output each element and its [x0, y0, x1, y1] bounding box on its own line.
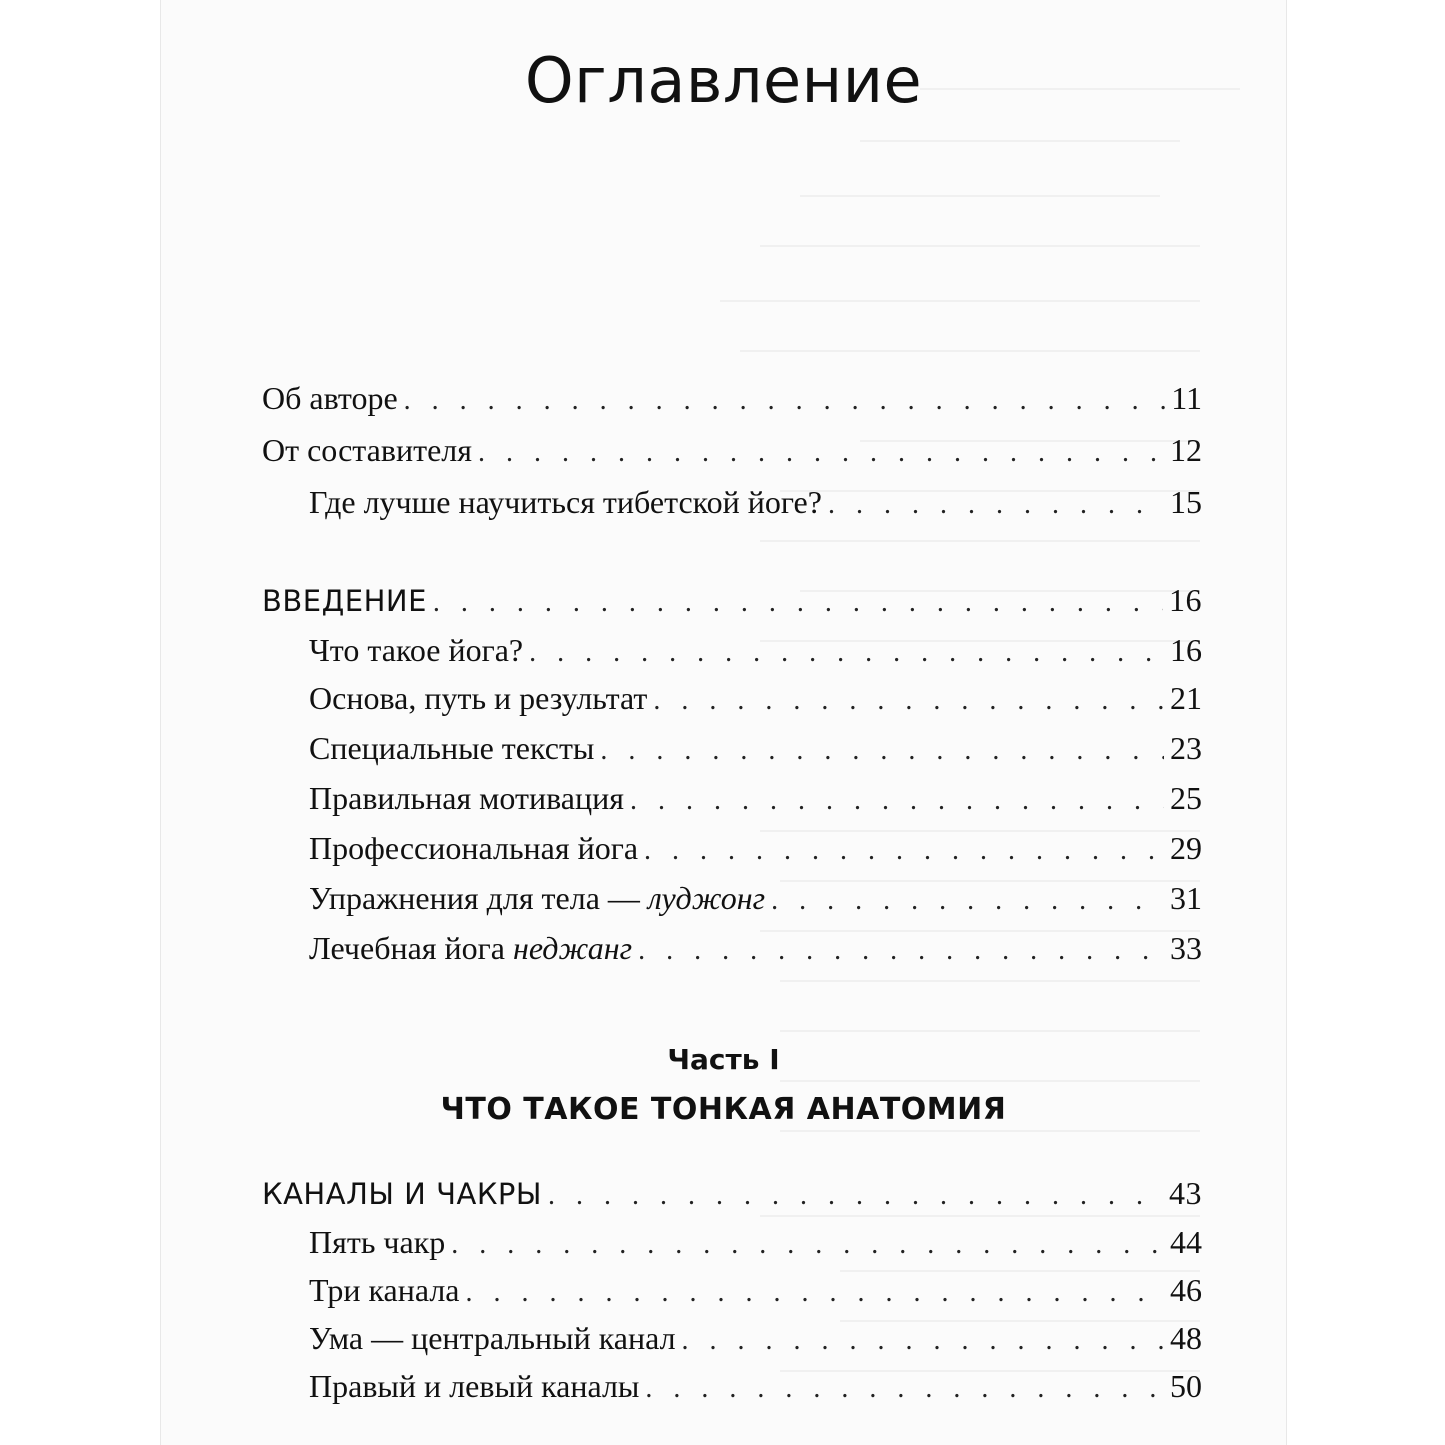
toc-page-number: 11 [1171, 380, 1202, 416]
toc-entry-label: Основа, путь и результат [309, 680, 648, 716]
toc-page-number: 33 [1170, 930, 1202, 966]
toc-entry-label [309, 930, 632, 967]
toc-entry-label: КАНАЛЫ И ЧАКРЫ [262, 1177, 542, 1211]
toc-entry-label-text: Лечебная йога [309, 930, 513, 966]
toc-entry[interactable] [262, 484, 1202, 530]
toc-entry[interactable] [262, 780, 1202, 826]
toc-entry[interactable] [262, 880, 1202, 926]
toc-page-number: 50 [1170, 1368, 1202, 1404]
toc-page-number: 16 [1169, 582, 1202, 618]
toc-entry-label: Три канала [309, 1272, 460, 1308]
leader-dots [645, 1373, 1164, 1405]
toc-section-heading[interactable] [262, 582, 1202, 628]
toc-page-number: 25 [1170, 780, 1202, 816]
toc-entry-label: От составителя [262, 432, 472, 468]
toc-entry[interactable] [262, 432, 1202, 478]
toc-entry-label: Ума — центральный канал [309, 1320, 676, 1356]
toc-entry[interactable] [262, 380, 1202, 426]
toc-entry[interactable] [262, 632, 1202, 678]
toc-entry[interactable] [262, 1368, 1202, 1414]
book-page [160, 0, 1287, 1445]
leader-dots [433, 587, 1163, 619]
toc-page-number: 43 [1169, 1175, 1202, 1211]
toc-entry-label: Правильная мотивация [309, 780, 624, 816]
toc-entry[interactable] [262, 1320, 1202, 1366]
leader-dots [771, 885, 1164, 917]
toc-page-number: 46 [1170, 1272, 1202, 1308]
toc-page-number: 15 [1170, 484, 1202, 520]
toc-page-number: 21 [1170, 680, 1202, 716]
toc-entry[interactable] [262, 930, 1202, 976]
leader-dots [638, 935, 1164, 967]
part-number-heading: Часть I [667, 1043, 780, 1076]
leader-dots [404, 385, 1166, 417]
leader-dots [466, 1277, 1165, 1309]
toc-entry-label: Об авторе [262, 380, 398, 416]
toc-entry-label [309, 880, 765, 917]
leader-dots [644, 835, 1164, 867]
leader-dots [548, 1180, 1163, 1212]
leader-dots [682, 1325, 1164, 1357]
toc-page-number: 31 [1170, 880, 1202, 916]
toc-entry-label: ВВЕДЕНИЕ [262, 584, 427, 618]
leader-dots [478, 437, 1164, 469]
leader-dots [600, 735, 1164, 767]
toc-page-number: 29 [1170, 830, 1202, 866]
toc-page-number: 12 [1170, 432, 1202, 468]
toc-page-number: 23 [1170, 730, 1202, 766]
leader-dots [630, 785, 1164, 817]
leader-dots [828, 489, 1164, 521]
toc-entry-label-text: Упражнения для тела — [309, 880, 648, 916]
page-title: Оглавление [524, 44, 923, 117]
toc-entry-label: Что такое йога? [309, 632, 524, 668]
toc-entry[interactable] [262, 830, 1202, 876]
toc-entry-label-italic: луджонг [647, 880, 766, 916]
toc-page-number: 16 [1170, 632, 1202, 668]
toc-entry-label-italic: неджанг [512, 930, 633, 966]
toc-entry-label: Специальные тексты [309, 730, 595, 766]
part-title-heading: ЧТО ТАКОЕ ТОНКАЯ АНАТОМИЯ [440, 1092, 1007, 1127]
toc-entry-label: Профессиональная йога [309, 830, 639, 866]
toc-page-number: 48 [1170, 1320, 1202, 1356]
toc-entry[interactable] [262, 730, 1202, 776]
toc-entry[interactable] [262, 1224, 1202, 1270]
leader-dots [529, 637, 1164, 669]
leader-dots [451, 1229, 1164, 1261]
leader-dots [653, 685, 1164, 717]
toc-entry-label: Пять чакр [309, 1224, 446, 1260]
toc-entry-label: Правый и левый каналы [309, 1368, 640, 1404]
toc-entry[interactable] [262, 680, 1202, 726]
toc-entry[interactable] [262, 1272, 1202, 1318]
toc-page-number: 44 [1170, 1224, 1202, 1260]
toc-section-heading[interactable] [262, 1175, 1202, 1221]
toc-entry-label: Где лучше научиться тибетской йоге? [309, 484, 822, 520]
